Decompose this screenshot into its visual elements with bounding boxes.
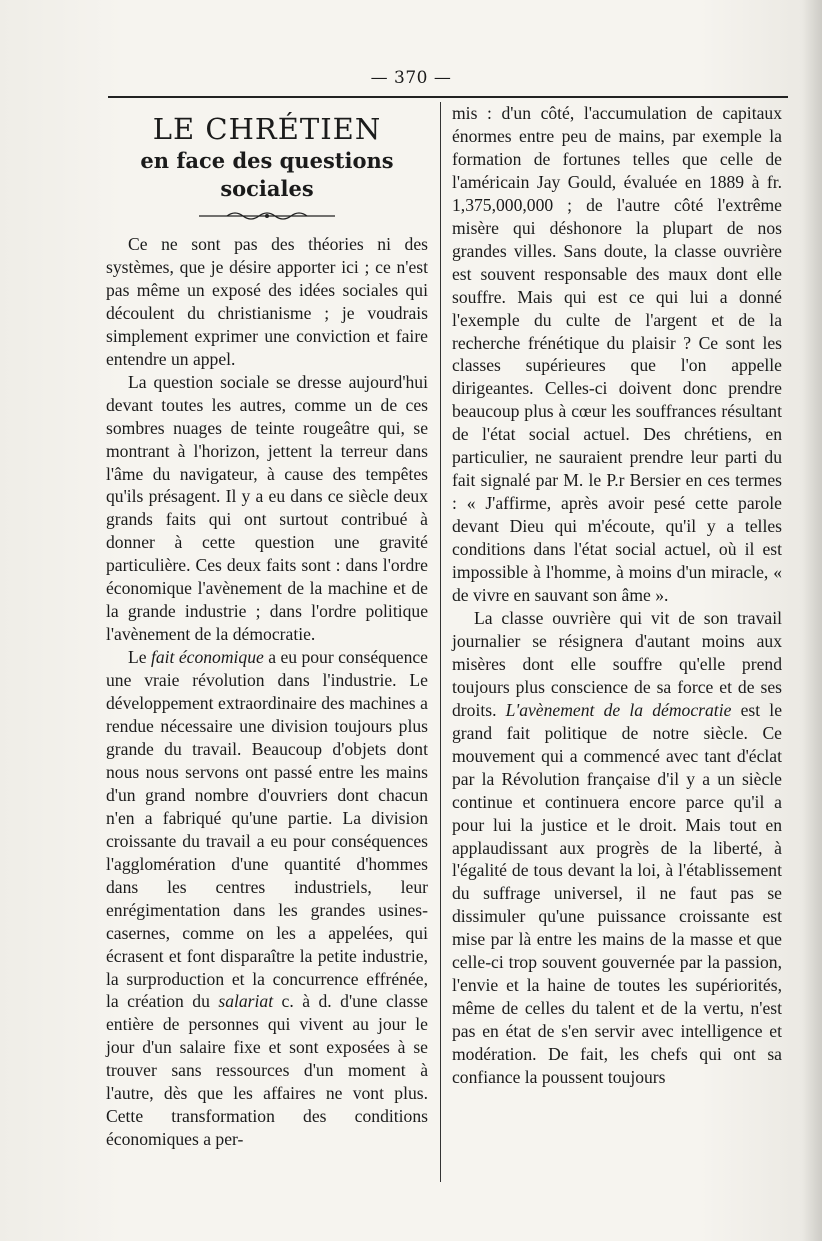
text-run: est le grand fait politique de notre siècle. Ce mouvement qui a commencé avec tant d'éclat par la Révolution française d'il y a un siècle continue et continuera encore parce qu'il a pour lui la justice et le droit. Mais tout en applaudissant aux progrès de la liberté, à l'égalité de tous devant la loi, à l'établissement du suffrage universel, il ne faut pas se dissimuler qu'une puissance croissante est mise par là entre les mains de la masse et que celle-ci trop souvent gouvernée par la passion, l'envie et la haine de toutes les supériorités, même de celles du talent et de la vertu, n'est pas en état de s'en servir avec intelligence et modération. De fait, les chefs qui ont sa confiance la poussent toujours: [452, 699, 783, 1088]
left-column: [106, 108, 428, 1151]
article-subtitle: en face des questions sociales: [140, 148, 394, 201]
paragraph-democratie: [452, 607, 782, 1089]
emphasis-text: L'avènement de la démocratie: [505, 699, 732, 720]
right-column: [452, 102, 782, 1089]
ornament-divider-icon: [197, 209, 337, 223]
text-run: La classe ouvrière qui vit de son travail journalier se résignera d'autant moins aux misères dont elle souffre qu'elle prend toujours plus conscience de sa force et de ses droits.: [452, 607, 782, 720]
text-run: c. à d. d'une classe entière de personnes qui vivent au jour le jour d'un salaire fixe et sont exposées à se trouver sans ressources d'un moment à l'autre, dès que les affaires ne vont plus. Cette transformation des conditions économiques a per-: [106, 991, 428, 1150]
page-shadow: [802, 0, 822, 1241]
paragraph-intro: Ce ne sont pas des théories ni des systèmes, que je désire apporter ici ; ce n'est pas même un exposé des idées sociales qui découlent du christianisme ; je voudrais simplement exprimer une conviction et faire entendre un appel.: [106, 234, 428, 369]
column-divider: [440, 102, 441, 1182]
paragraph-fait-economique: [106, 646, 428, 1151]
text-run: a eu pour conséquence une vraie révolution dans l'industrie. Le développement extraordinaire des machines a rendue nécessaire une division toujours plus grande du travail. Beaucoup d'objets dont nous nous servons ont passé entre les mains d'un grand nombre d'ouvriers dont chacun n'en a fabriqué qu'une partie. La division croissante du travail a eu pour conséquences l'agglomération d'une quantité d'hommes dans les centres industriels, leur enrégimentation dans les grandes usines-casernes, comme on les a appelées, qui écrasent et font disparaître la petite industrie, la surproduction et la concurrence effrénée, la création du: [106, 647, 428, 1012]
text-run: Le: [128, 647, 151, 668]
paragraph-continuation: mis : d'un côté, l'accumulation de capitaux énormes entre peu de mains, par exemple la formation de fortunes telles que celle de l'américain Jay Gould, évaluée en 1889 à fr. 1,375,000,000 ; de l'autre côté l'extrême misère qui déshonore la plupart de nos grandes villes. Sans doute, la classe ouvrière est souvent responsable des maux dont elle souffre. Mais qui est ce qui lui a donné l'exemple du culte de l'argent et de la recherche frénétique du plaisir ? Ce sont les classes supérieures que l'on appelle dirigeantes. Celles-ci doivent donc prendre beaucoup plus à cœur les souffrances résultant de l'état social actuel. Des chrétiens, en particulier, ne sauraient prendre leur parti du fait signalé par M. le P.r Bersier en ces termes : « J'affirme, après avoir pesé cette parole devant Dieu qui m'écoute, qu'il y a telles conditions dans l'état social actuel, où il est impossible à l'homme, à moins d'un miracle, « de vivre en sauvant son âme ».: [452, 103, 782, 606]
article-title: LE CHRÉTIEN: [152, 112, 382, 146]
paragraph-question-sociale: La question sociale se dresse aujourd'hui devant toutes les autres, comme un de ces sombres nuages de teinte rougeâtre qui, se montrant à l'horizon, jettent la terreur dans l'âme du navigateur, à cause des tempêtes qu'ils présagent. Il y a eu dans ce siècle deux grands faits qui ont surtout contribué à donner à cette question une gravité particulière. Ces deux faits sont : dans l'ordre économique l'avènement de la machine et de la grande industrie ; dans l'ordre politique l'avènement de la démocratie.: [106, 371, 428, 645]
emphasis-text: salariat: [218, 991, 274, 1012]
emphasis-text: fait économique: [150, 647, 264, 668]
header-rule: [108, 96, 788, 98]
page-number: — 370 —: [370, 68, 452, 88]
